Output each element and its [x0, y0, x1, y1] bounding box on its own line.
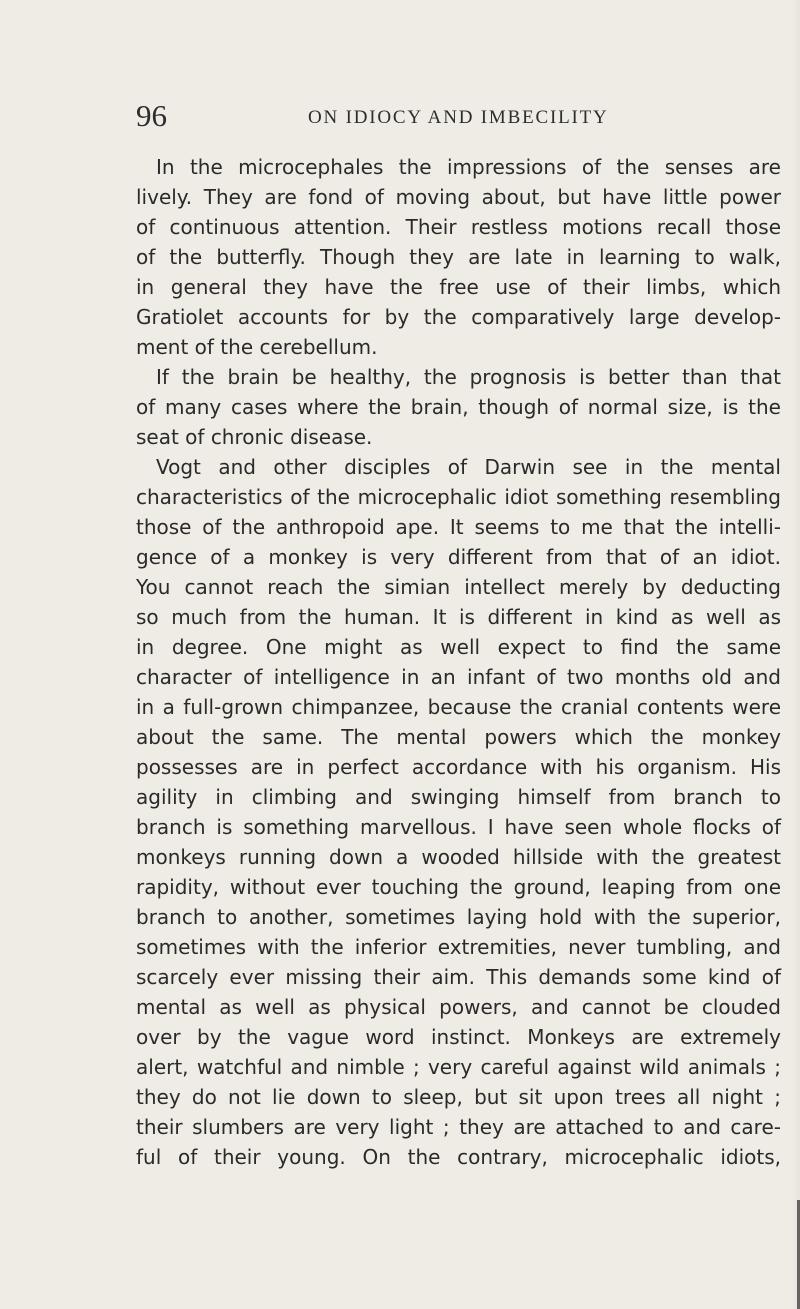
running-head [136, 98, 792, 134]
text-line: those of the anthropoid ape. It seems to me that the intelli- [136, 515, 781, 539]
text-line: possesses are in perfect accordance with his organism. His [136, 755, 781, 779]
text-line: branch is something marvellous. I have seen whole flocks of [136, 815, 781, 839]
text-line: alert, watchful and nimble ; very careful against wild animals ; [136, 1055, 781, 1079]
text-line: they do not lie down to sleep, but sit upon trees all night ; [136, 1085, 781, 1109]
text-line: of many cases where the brain, though of normal size, is the [136, 395, 781, 419]
text-line: seat of chronic disease. [136, 425, 373, 449]
text-line: over by the vague word instinct. Monkeys are extremely [136, 1025, 781, 1049]
text-line: Vogt and other disciples of Darwin see in the mental [156, 455, 781, 479]
text-line: sometimes with the inferior extremities, never tumbling, and [136, 935, 781, 959]
text-line: of continuous attention. Their restless motions recall those [136, 215, 781, 239]
text-line: their slumbers are very light ; they are attached to and care- [136, 1115, 781, 1139]
text-line: In the microcephales the impressions of the senses are [156, 155, 781, 179]
text-line: so much from the human. It is different in kind as well as [136, 605, 781, 629]
text-line: gence of a monkey is very different from that of an idiot. [136, 545, 781, 569]
running-title: ON IDIOCY AND IMBECILITY [308, 107, 609, 128]
text-line: in general they have the free use of their limbs, which [136, 275, 781, 299]
text-line: in degree. One might as well expect to find the same [136, 635, 781, 659]
text-line: Gratiolet accounts for by the comparatively large develop- [136, 305, 781, 329]
body-text [136, 152, 781, 1172]
text-line: monkeys running down a wooded hillside with the greatest [136, 845, 781, 869]
text-line: scarcely ever missing their aim. This demands some kind of [136, 965, 781, 989]
text-line: about the same. The mental powers which the monkey [136, 725, 781, 749]
text-line: branch to another, sometimes laying hold with the superior, [136, 905, 781, 929]
text-line: characteristics of the microcephalic idiot something resembling [136, 485, 781, 509]
text-line: You cannot reach the simian intellect merely by deducting [136, 575, 781, 599]
text-line: of the butterfly. Though they are late in learning to walk, [136, 245, 781, 269]
text-line: agility in climbing and swinging himself from branch to [136, 785, 781, 809]
text-line: in a full-grown chimpanzee, because the cranial contents were [136, 695, 781, 719]
text-line: ful of their young. On the contrary, microcephalic idiots, [136, 1145, 781, 1169]
page-number: 96 [136, 98, 167, 133]
text-line: mental as well as physical powers, and cannot be clouded [136, 995, 781, 1019]
text-line: If the brain be healthy, the prognosis is better than that [156, 365, 781, 389]
text-line: ment of the cerebellum. [136, 335, 378, 359]
text-line: lively. They are fond of moving about, but have little power [136, 185, 781, 209]
text-line: character of intelligence in an infant of two months old and [136, 665, 781, 689]
page-edge-shadow [792, 0, 800, 1309]
text-line: rapidity, without ever touching the ground, leaping from one [136, 875, 781, 899]
